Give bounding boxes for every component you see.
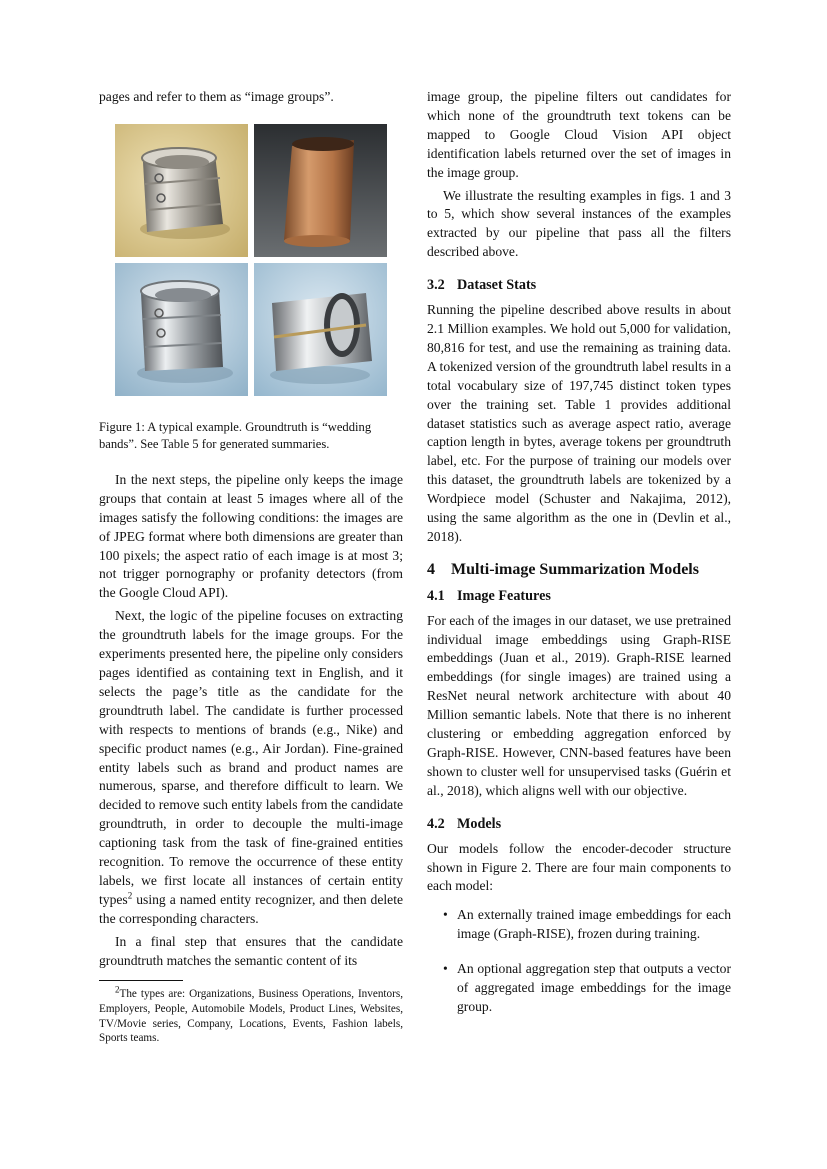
- section-3-2-heading: [427, 276, 731, 295]
- bullet: •: [443, 961, 448, 977]
- footnote-ref: 2: [127, 890, 133, 901]
- footnote: [99, 984, 403, 1045]
- ring-photo-4: [254, 263, 387, 396]
- right-paragraph-4: Our models follow the encoder-decoder structure shown in Figure 2. There are four main components to each model:: [427, 840, 731, 894]
- ring-photo-1: [115, 124, 248, 257]
- left-paragraph-1: In the next steps, the pipeline only keeps the image groups that contain at least 5 images where all of the images satisfy the following conditions: the images are of JPEG format where both dimensions are greater than 100 pixels; the aspect ratio of each image is at most 3; not trigger pornography or profanity detectors (from the Google Cloud API).: [99, 471, 403, 601]
- right-paragraph-1: We illustrate the resulting examples in figs. 1 and 3 to 5, which show several instances of the examples extracted by our pipeline that pass all the filters described above.: [427, 187, 731, 260]
- left-paragraph-3: In a final step that ensures that the candidate groundtruth matches the semantic content of its: [99, 933, 403, 968]
- section-number: 4.2: [427, 815, 445, 832]
- right-paragraph-0: image group, the pipeline filters out candidates for which none of the groundtruth text tokens can be mapped to Google Cloud Vision API object identification labels returned over the set of images in the image group.: [427, 89, 731, 180]
- section-number: 4.1: [427, 587, 445, 604]
- section-number: 3.2: [427, 277, 445, 294]
- right-paragraph-3: For each of the images in our dataset, we use pretrained individual image embeddings using Graph-RISE embeddings (Juan et al., 2019). Graph-RISE learned embeddings (for single images) are trained using a ResNet neural network architecture with about 40 Million semantic labels. Note that there is no inherent clustering or embedding aggregation enforced by Graph-RISE. However, CNN-based features have been shown to cluster well for unsupervised tasks (Guérin et al., 2018), which aligns well with our objective.: [427, 612, 731, 798]
- section-4-heading: [427, 561, 731, 580]
- figure-1: [115, 124, 387, 396]
- footnote-rule: [99, 980, 183, 981]
- section-4-2-heading: [427, 815, 731, 834]
- bullet: •: [443, 907, 448, 923]
- right-column: [427, 88, 731, 1033]
- list-item: [427, 906, 731, 944]
- left-column: [99, 88, 403, 1046]
- left-paragraph-2: [99, 607, 403, 928]
- footnote-text: The types are: Organizations, Business Operations, Inventors, Employers, People, Automobile Models, Product Lines, Websites, TV/Movie series, Company, Locations, Events, Fashion labels, Sports teams.: [99, 988, 403, 1045]
- left-paragraph-2-text-end: using a named entity recognizer, and then delete the corresponding characters.: [99, 891, 403, 926]
- section-title: Dataset Stats: [457, 277, 537, 294]
- section-4-1-heading: [427, 587, 731, 606]
- ring-photo-3: [115, 263, 248, 396]
- list-item-text: An externally trained image embeddings for each image (Graph-RISE), frozen during training.: [457, 907, 731, 942]
- section-number: 4: [427, 560, 435, 578]
- section-title: Image Features: [457, 587, 551, 604]
- footnote-mark: 2: [115, 984, 120, 995]
- list-item-text: An optional aggregation step that outputs a vector of aggregated image embeddings for the image group.: [457, 961, 731, 1014]
- figure-caption: Figure 1: A typical example. Groundtruth is “wedding bands”. See Table 5 for generated summaries.: [99, 419, 372, 452]
- left-paragraph-2-text: Next, the logic of the pipeline focuses on extracting the groundtruth labels for the image groups. For the experiments presented here, the pipeline only considers pages identified as containing text in English, and it selects the page’s title as the candidate for the groundtruth label. The candidate is further processed with respects to mentions of brands (e.g., Nike) and specific product names (e.g., Air Jordan). Fine-grained entity labels such as brand and product names are numerous, sparse, and therefore difficult to learn. We decided to remove such entity labels from the candidate groundtruth, in order to decouple the multi-image captioning task from the task of fine-grained entities recognition. To remove the occurrence of these entity labels, we first locate all instances of certain entity types: [99, 608, 403, 907]
- right-paragraph-2: Running the pipeline described above results in about 2.1 Million examples. We hold out 5,000 for validation, 80,816 for test, and use the remaining as training data. A tokenized version of the groundtruth label results in a total vocabulary size of 197,745 distinct token types over the training set. Table 1 provides additional dataset statistics such as average aspect ratio, average caption length in bytes, average tokens per groundtruth label, etc. For the purpose of training our models over this dataset, the groundtruth labels are tokenized by a Wordpiece model (Schuster and Nakajima, 2012), using the same algorithm as the one in (Devlin et al., 2018).: [427, 302, 731, 544]
- list-item: [427, 960, 731, 1017]
- left-paragraph-0: pages and refer to them as “image groups”.: [99, 89, 334, 104]
- component-list: [427, 906, 731, 1017]
- section-title: Models: [457, 815, 502, 832]
- section-title: Multi-image Summarization Models: [451, 560, 699, 578]
- ring-photo-2: [254, 124, 387, 257]
